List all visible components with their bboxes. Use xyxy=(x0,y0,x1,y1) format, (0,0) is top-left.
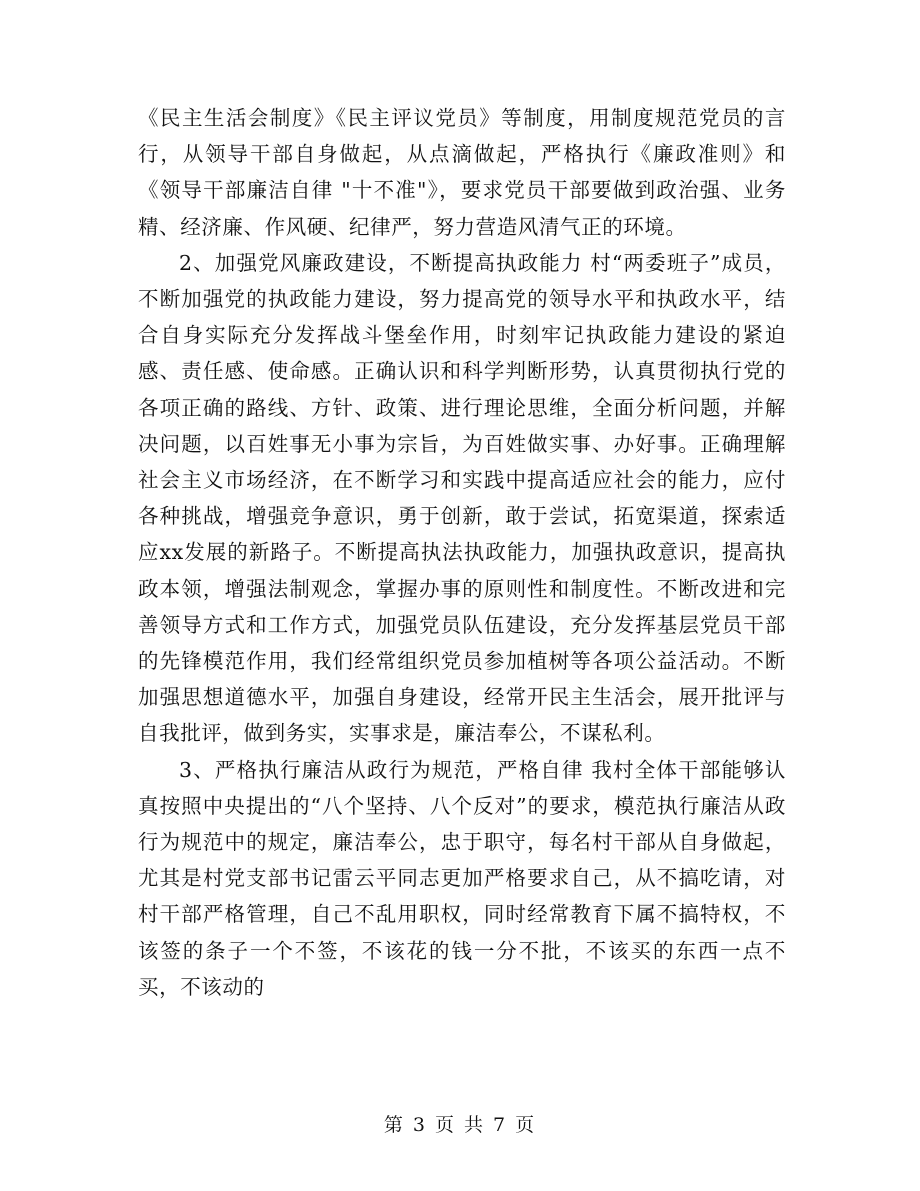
page-number-footer: 第 3 页 共 7 页 xyxy=(383,1114,537,1136)
document-body xyxy=(138,100,786,1005)
paragraph-1: 《民主生活会制度》《民主评议党员》等制度，用制度规范党员的言行，从领导干部自身做起，从点滴做起，严格执行《廉政准则》和《领导干部廉洁自律 "十不准"》，要求党员干部要做到政治强、业务精、经济廉、作风硬、纪律严，努力营造风清气正的环境。 xyxy=(138,106,786,239)
paragraph-3: 3、严格执行廉洁从政行为规范，严格自律 我村全体干部能够认真按照中央提出的“八个坚持、八个反对”的要求，模范执行廉洁从政行为规范中的规定，廉洁奉公，忠于职守，每名村干部从自身做起，尤其是村党支部书记雷云平同志更加严格要求自己，从不搞吃请，对村干部严格管理，自己不乱用职权，同时经常教育下属不搞特权，不该签的条子一个不签，不该花的钱一分不批，不该买的东西一点不买，不该动的 xyxy=(138,757,786,999)
paragraph-2: 2、加强党风廉政建设，不断提高执政能力 村“两委班子”成员，不断加强党的执政能力建设，努力提高党的领导水平和执政水平，结合自身实际充分发挥战斗堡垒作用，时刻牢记执政能力建设的紧迫感、责任感、使命感。正确认识和科学判断形势，认真贯彻执行党的各项正确的路线、方针、政策、进行理论思维，全面分析问题，并解决问题，以百姓事无小事为宗旨，为百姓做实事、办好事。正确理解社会主义市场经济，在不断学习和实践中提高适应社会的能力，应付各种挑战，增强竞争意识，勇于创新，敢于尝试，拓宽渠道，探索适应xx发展的新路子。不断提高执法执政能力，加强执政意识，提高执政本领，增强法制观念，掌握办事的原则性和制度性。不断改进和完善领导方式和工作方式，加强党员队伍建设，充分发挥基层党员干部的先锋模范作用，我们经常组织党员参加植树等各项公益活动。不断加强思想道德水平，加强自身建设，经常开民主生活会，展开批评与自我批评，做到务实，实事求是，廉洁奉公，不谋私利。 xyxy=(138,250,786,746)
